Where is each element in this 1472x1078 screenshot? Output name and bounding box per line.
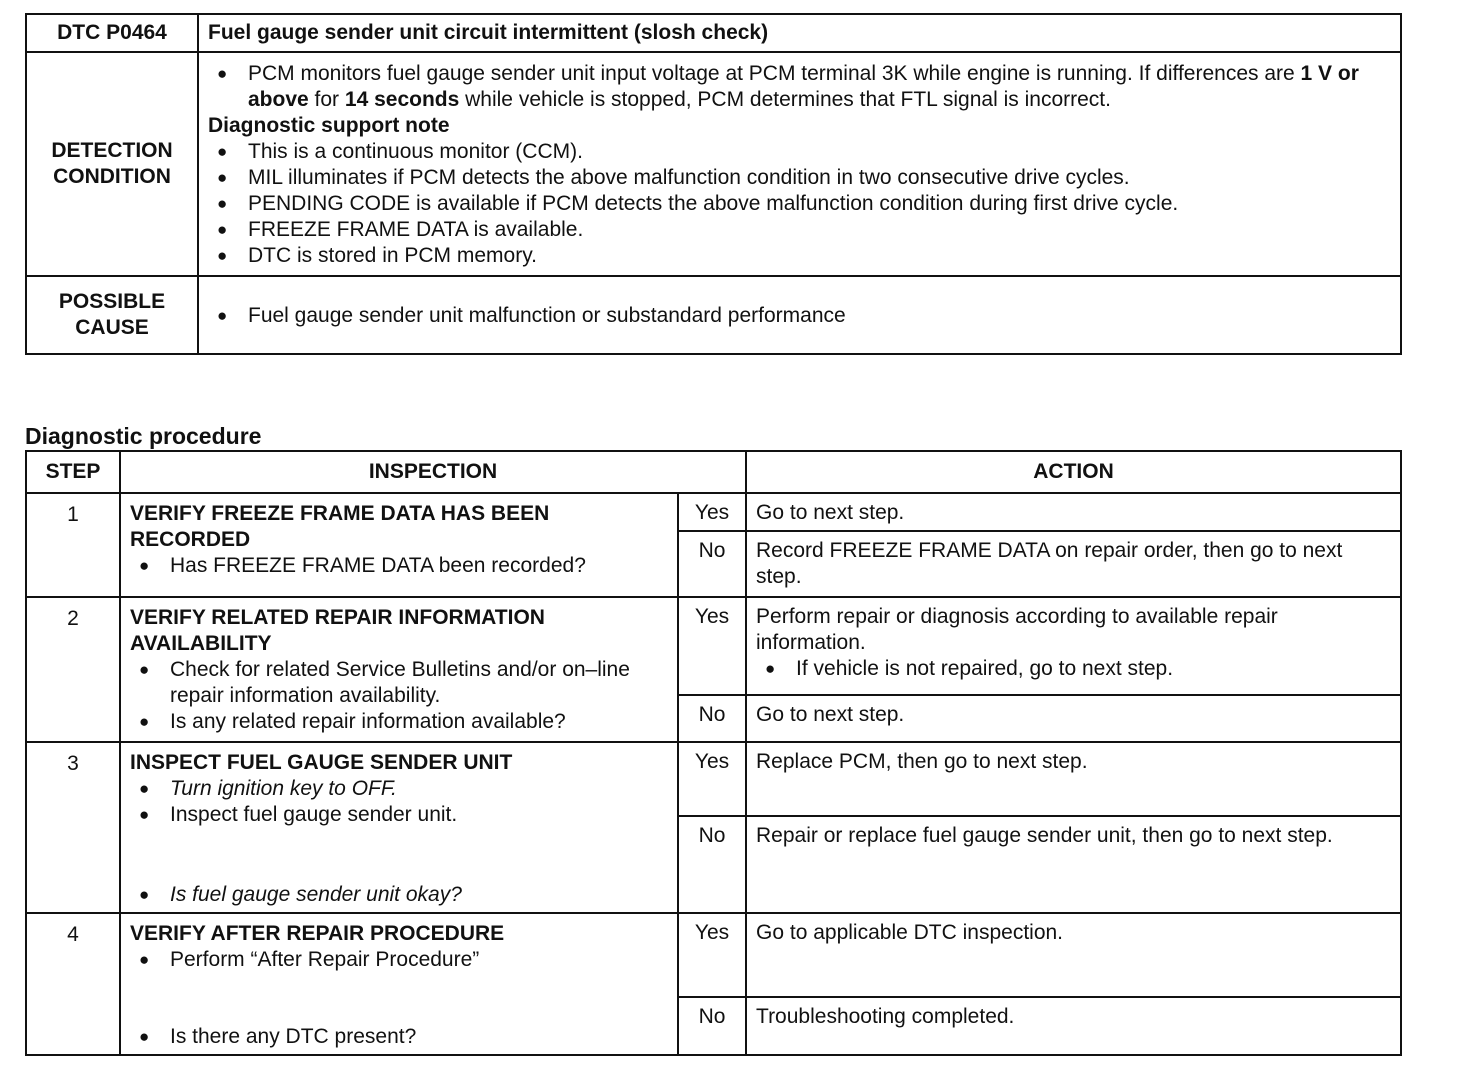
- step-3-yes-row: [26, 742, 1401, 816]
- step-bullets: [130, 947, 669, 973]
- support-note-item: ● PENDING CODE is available if PCM detects the above malfunction condition during first drive cycle.: [208, 191, 1390, 217]
- detection-condition-label: [26, 52, 198, 276]
- step-2-inspection: [120, 597, 678, 742]
- yes-action-sub: [756, 656, 1392, 682]
- possible-cause-content: [198, 276, 1401, 354]
- detection-main-item: [208, 61, 1390, 113]
- step-question: [130, 882, 669, 908]
- step-title: VERIFY FREEZE FRAME DATA HAS BEEN RECORDED: [130, 502, 550, 551]
- step-bullet: ● Check for related Service Bulletins and/or on–line repair information availability.: [130, 657, 669, 709]
- no-label: No: [678, 997, 746, 1055]
- dtc-code: DTC P0464: [26, 14, 198, 52]
- header-action: ACTION: [746, 451, 1401, 493]
- step-number: 3: [26, 742, 120, 913]
- support-note-item: ● DTC is stored in PCM memory.: [208, 243, 1390, 269]
- detection-text-1: PCM monitors fuel gauge sender unit input voltage at PCM terminal 3K while engine is running. If differences are: [248, 62, 1301, 85]
- detection-label-line2: CONDITION: [53, 165, 171, 188]
- cause-label-line1: POSSIBLE: [58, 290, 166, 313]
- detection-condition-row: [26, 52, 1401, 276]
- step-4-yes-row: [26, 913, 1401, 997]
- detection-voltage: 1 V or above: [248, 62, 1359, 111]
- dtc-title: Fuel gauge sender unit circuit intermittent (slosh check): [198, 14, 1401, 52]
- header-step: STEP: [26, 451, 120, 493]
- detection-condition-content: [198, 52, 1401, 276]
- step-bullet: ● Has FREEZE FRAME DATA been recorded?: [130, 553, 669, 579]
- cause-list: [208, 303, 1390, 329]
- support-note-heading: Diagnostic support note: [208, 114, 450, 137]
- step-question-item: ● Is there any DTC present?: [130, 1024, 669, 1050]
- yes-label: Yes: [678, 913, 746, 997]
- step-bullets: [130, 553, 669, 579]
- step-bullet: ● Perform “After Repair Procedure”: [130, 947, 669, 973]
- step-bullet: ● Is any related repair information available?: [130, 709, 669, 735]
- no-action: Troubleshooting completed.: [746, 997, 1401, 1055]
- step-1-inspection: [120, 493, 678, 597]
- no-action: Repair or replace fuel gauge sender unit, then go to next step.: [746, 816, 1401, 913]
- yes-label: Yes: [678, 597, 746, 695]
- step-number: 2: [26, 597, 120, 742]
- no-label: No: [678, 695, 746, 742]
- detection-text-3: while vehicle is stopped, PCM determines that FTL signal is incorrect.: [459, 88, 1111, 111]
- step-title: VERIFY RELATED REPAIR INFORMATION AVAILABILITY: [130, 606, 545, 655]
- step-title: INSPECT FUEL GAUGE SENDER UNIT: [130, 751, 513, 774]
- step-bullet: ● Turn ignition key to OFF.: [130, 776, 669, 802]
- no-action: Go to next step.: [746, 695, 1401, 742]
- yes-action-sub-item: ● If vehicle is not repaired, go to next step.: [756, 656, 1392, 682]
- cause-label-line2: CAUSE: [75, 316, 149, 339]
- step-bullets: [130, 776, 669, 828]
- step-3-inspection: [120, 742, 678, 913]
- step-bullet: ● Inspect fuel gauge sender unit.: [130, 802, 669, 828]
- possible-cause-row: [26, 276, 1401, 354]
- procedure-heading: Diagnostic procedure: [25, 423, 262, 449]
- step-question: [130, 1024, 669, 1050]
- step-question-item: ● Is fuel gauge sender unit okay?: [130, 882, 669, 908]
- detection-main-list: [208, 61, 1390, 113]
- dtc-table: [25, 13, 1402, 355]
- detection-duration: 14 seconds: [344, 88, 460, 111]
- yes-action: Replace PCM, then go to next step.: [746, 742, 1401, 816]
- no-action: Record FREEZE FRAME DATA on repair order, then go to next step.: [746, 531, 1401, 597]
- yes-label: Yes: [678, 493, 746, 531]
- procedure-table: [25, 450, 1402, 1056]
- support-note-item: ● FREEZE FRAME DATA is available.: [208, 217, 1390, 243]
- yes-label: Yes: [678, 742, 746, 816]
- yes-action: Perform repair or diagnosis according to available repair information.: [756, 605, 1278, 654]
- possible-cause-label: [26, 276, 198, 354]
- detection-label-line1: DETECTION: [51, 139, 173, 162]
- step-number: 4: [26, 913, 120, 1055]
- detection-text-2: for: [308, 88, 345, 111]
- procedure-header-row: [26, 451, 1401, 493]
- no-label: No: [678, 531, 746, 597]
- step-bullets: [130, 657, 669, 735]
- support-note-item: ● MIL illuminates if PCM detects the above malfunction condition in two consecutive drive cycles.: [208, 165, 1390, 191]
- support-note-item: ● This is a continuous monitor (CCM).: [208, 139, 1390, 165]
- yes-action: Go to applicable DTC inspection.: [746, 913, 1401, 997]
- no-label: No: [678, 816, 746, 913]
- header-inspection: INSPECTION: [120, 451, 746, 493]
- cause-item: ● Fuel gauge sender unit malfunction or substandard performance: [208, 303, 1390, 329]
- dtc-title-row: [26, 14, 1401, 52]
- support-note-list: [208, 139, 1390, 269]
- step-title: VERIFY AFTER REPAIR PROCEDURE: [130, 922, 505, 945]
- step-4-inspection: [120, 913, 678, 1055]
- yes-action: Go to next step.: [746, 493, 1401, 531]
- step-number: 1: [26, 493, 120, 597]
- step-2-yes-row: [26, 597, 1401, 695]
- step-1-yes-row: [26, 493, 1401, 531]
- yes-action-cell: [746, 597, 1401, 695]
